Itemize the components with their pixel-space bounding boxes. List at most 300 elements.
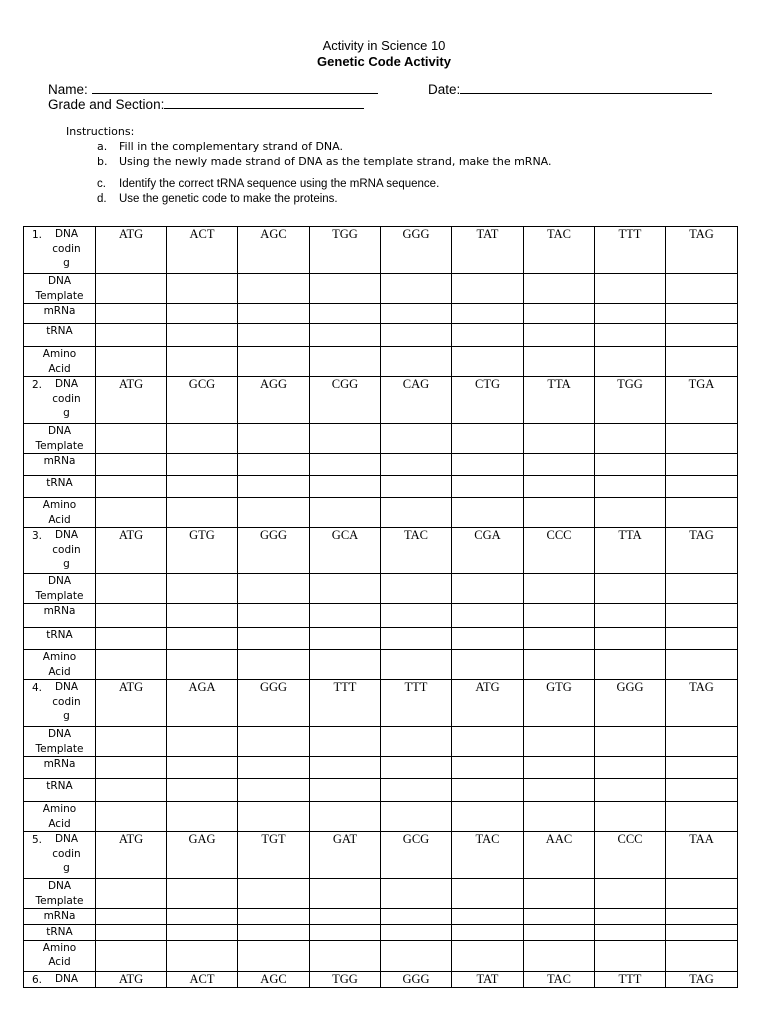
answer-cell[interactable] xyxy=(238,650,310,680)
answer-cell[interactable] xyxy=(238,274,310,304)
instruction-text: Using the newly made strand of DNA as the template strand, make the mRNA. xyxy=(119,155,552,168)
mrna-row-label-text: mRNa xyxy=(43,305,76,317)
dna-coding-row xyxy=(24,680,738,727)
answer-cell[interactable] xyxy=(452,727,524,757)
dna-template-row-label xyxy=(24,727,96,757)
instruction-item xyxy=(66,192,552,207)
answer-cell[interactable] xyxy=(310,498,381,528)
answer-cell[interactable] xyxy=(595,604,666,628)
amino-acid-row-label xyxy=(24,940,96,971)
dna-template-row xyxy=(24,574,738,604)
codon-cell: AGG xyxy=(238,377,310,424)
dna-template-row-label-text: Template xyxy=(35,289,84,302)
codon-cell: ATG xyxy=(96,680,167,727)
dna-template-row-label xyxy=(24,274,96,304)
answer-cell[interactable] xyxy=(666,454,738,476)
codon-cell: TAG xyxy=(666,971,738,987)
codon-cell: TAG xyxy=(666,528,738,574)
amino-acid-row xyxy=(24,650,738,680)
answer-cell[interactable] xyxy=(381,274,452,304)
codon-cell: TAG xyxy=(666,227,738,274)
answer-cell[interactable] xyxy=(595,727,666,757)
amino-acid-row-label-text: Acid xyxy=(48,665,71,678)
trna-row-label-text: tRNA xyxy=(46,325,73,337)
mrna-row-label xyxy=(24,909,96,925)
answer-cell[interactable] xyxy=(96,940,167,971)
mrna-row xyxy=(24,304,738,324)
amino-acid-row-label-text: Acid xyxy=(48,817,71,830)
dna-template-row-label-text: DNA xyxy=(47,575,72,587)
problem-number: 4. xyxy=(32,682,43,694)
answer-cell[interactable] xyxy=(381,347,452,377)
answer-cell[interactable] xyxy=(666,727,738,757)
answer-cell[interactable] xyxy=(595,347,666,377)
answer-cell[interactable] xyxy=(238,476,310,498)
problem-number: 1. xyxy=(32,229,43,241)
codon-cell: TTA xyxy=(524,377,595,424)
codon-cell: GGG xyxy=(238,528,310,574)
codon-cell: TGG xyxy=(595,377,666,424)
answer-cell[interactable] xyxy=(666,476,738,498)
mrna-row-label-text: mRNa xyxy=(43,910,76,922)
answer-cell[interactable] xyxy=(310,628,381,650)
answer-cell[interactable] xyxy=(524,909,595,925)
amino-acid-row-label xyxy=(24,498,96,528)
codon-cell: CTG xyxy=(452,377,524,424)
dna-coding-label-text: codin xyxy=(52,242,81,255)
name-label: Name: xyxy=(48,82,88,97)
answer-cell[interactable] xyxy=(524,454,595,476)
answer-cell[interactable] xyxy=(452,628,524,650)
answer-cell[interactable] xyxy=(524,324,595,347)
answer-cell[interactable] xyxy=(452,324,524,347)
answer-cell[interactable] xyxy=(381,757,452,779)
trna-row-label xyxy=(24,324,96,347)
answer-cell[interactable] xyxy=(381,727,452,757)
answer-cell[interactable] xyxy=(381,779,452,802)
answer-cell[interactable] xyxy=(666,909,738,925)
answer-cell[interactable] xyxy=(238,324,310,347)
answer-cell[interactable] xyxy=(167,604,238,628)
codon-cell: TTT xyxy=(595,971,666,987)
answer-cell[interactable] xyxy=(381,650,452,680)
answer-cell[interactable] xyxy=(666,925,738,941)
answer-cell[interactable] xyxy=(238,727,310,757)
answer-cell[interactable] xyxy=(238,879,310,909)
answer-cell[interactable] xyxy=(595,757,666,779)
answer-cell[interactable] xyxy=(96,650,167,680)
codon-cell: TAT xyxy=(452,971,524,987)
dna-coding-label-text: DNA xyxy=(54,681,79,693)
codon-cell: GGG xyxy=(238,680,310,727)
dna-coding-label xyxy=(24,832,96,879)
answer-cell[interactable] xyxy=(524,940,595,971)
answer-cell[interactable] xyxy=(666,802,738,832)
codon-cell: GCG xyxy=(381,832,452,879)
answer-cell[interactable] xyxy=(96,424,167,454)
answer-cell[interactable] xyxy=(595,909,666,925)
mrna-row-label xyxy=(24,604,96,628)
answer-cell[interactable] xyxy=(238,628,310,650)
answer-cell[interactable] xyxy=(524,347,595,377)
answer-cell[interactable] xyxy=(381,424,452,454)
answer-cell[interactable] xyxy=(310,757,381,779)
answer-cell[interactable] xyxy=(381,574,452,604)
answer-cell[interactable] xyxy=(524,274,595,304)
answer-cell[interactable] xyxy=(238,574,310,604)
codon-cell: GCG xyxy=(167,377,238,424)
answer-cell[interactable] xyxy=(452,574,524,604)
answer-cell[interactable] xyxy=(666,424,738,454)
dna-coding-label xyxy=(24,227,96,274)
codon-cell: CAG xyxy=(381,377,452,424)
answer-cell[interactable] xyxy=(452,757,524,779)
answer-cell[interactable] xyxy=(666,628,738,650)
codon-cell: ATG xyxy=(96,528,167,574)
answer-cell[interactable] xyxy=(96,925,167,941)
dna-coding-row xyxy=(24,528,738,574)
mrna-row-label xyxy=(24,304,96,324)
answer-cell[interactable] xyxy=(238,757,310,779)
answer-cell[interactable] xyxy=(524,650,595,680)
answer-cell[interactable] xyxy=(96,779,167,802)
answer-cell[interactable] xyxy=(96,802,167,832)
answer-cell[interactable] xyxy=(96,347,167,377)
trna-row xyxy=(24,779,738,802)
answer-cell[interactable] xyxy=(452,454,524,476)
codon-cell: GTG xyxy=(167,528,238,574)
answer-cell[interactable] xyxy=(310,802,381,832)
answer-cell[interactable] xyxy=(666,940,738,971)
answer-cell[interactable] xyxy=(310,779,381,802)
answer-cell[interactable] xyxy=(167,324,238,347)
answer-cell[interactable] xyxy=(238,925,310,941)
answer-cell[interactable] xyxy=(96,498,167,528)
answer-cell[interactable] xyxy=(96,604,167,628)
answer-cell[interactable] xyxy=(595,628,666,650)
answer-cell[interactable] xyxy=(381,476,452,498)
dna-template-row-label-text: DNA xyxy=(47,425,72,437)
answer-cell[interactable] xyxy=(524,498,595,528)
trna-row xyxy=(24,476,738,498)
answer-cell[interactable] xyxy=(595,574,666,604)
grade-section-blank-line[interactable] xyxy=(164,95,364,109)
answer-cell[interactable] xyxy=(524,879,595,909)
amino-acid-row-label-text: Acid xyxy=(48,956,71,968)
dna-template-row-label-text: DNA xyxy=(47,275,72,287)
codon-cell: GTG xyxy=(524,680,595,727)
date-blank-line[interactable] xyxy=(460,80,712,94)
answer-cell[interactable] xyxy=(595,274,666,304)
answer-cell[interactable] xyxy=(524,925,595,941)
answer-cell[interactable] xyxy=(452,424,524,454)
mrna-row-label xyxy=(24,454,96,476)
instruction-text: Identify the correct tRNA sequence using the mRNA sequence. xyxy=(119,178,440,190)
answer-cell[interactable] xyxy=(381,802,452,832)
answer-cell[interactable] xyxy=(524,779,595,802)
worksheet-title: Activity in Science 10 xyxy=(322,38,446,53)
answer-cell[interactable] xyxy=(96,879,167,909)
answer-cell[interactable] xyxy=(452,940,524,971)
answer-cell[interactable] xyxy=(595,879,666,909)
amino-acid-row-label-text: Acid xyxy=(48,513,71,526)
problem-number: 5. xyxy=(32,834,43,846)
dna-coding-label-text: codin xyxy=(52,847,81,860)
answer-cell[interactable] xyxy=(381,628,452,650)
answer-cell[interactable] xyxy=(310,424,381,454)
codon-cell: TTT xyxy=(381,680,452,727)
codon-cell: TAT xyxy=(452,227,524,274)
answer-cell[interactable] xyxy=(381,604,452,628)
mrna-row-label-text: mRNa xyxy=(43,455,76,467)
answer-cell[interactable] xyxy=(595,424,666,454)
answer-cell[interactable] xyxy=(310,909,381,925)
dna-coding-row xyxy=(24,227,738,274)
codon-cell: GGG xyxy=(381,227,452,274)
answer-cell[interactable] xyxy=(381,925,452,941)
dna-coding-label xyxy=(24,377,96,424)
amino-acid-row-label-text: Acid xyxy=(48,362,71,375)
answer-cell[interactable] xyxy=(238,779,310,802)
answer-cell[interactable] xyxy=(310,925,381,941)
worksheet-subtitle: Genetic Code Activity xyxy=(317,54,451,69)
answer-cell[interactable] xyxy=(595,650,666,680)
answer-cell[interactable] xyxy=(310,940,381,971)
answer-cell[interactable] xyxy=(310,274,381,304)
answer-cell[interactable] xyxy=(167,925,238,941)
answer-cell[interactable] xyxy=(666,498,738,528)
answer-cell[interactable] xyxy=(524,727,595,757)
answer-cell[interactable] xyxy=(167,574,238,604)
mrna-row-label xyxy=(24,757,96,779)
answer-cell[interactable] xyxy=(595,476,666,498)
codon-cell: CGA xyxy=(452,528,524,574)
answer-cell[interactable] xyxy=(524,476,595,498)
answer-cell[interactable] xyxy=(167,476,238,498)
answer-cell[interactable] xyxy=(524,802,595,832)
amino-acid-row xyxy=(24,498,738,528)
answer-cell[interactable] xyxy=(452,879,524,909)
answer-cell[interactable] xyxy=(381,324,452,347)
answer-cell[interactable] xyxy=(666,324,738,347)
answer-cell[interactable] xyxy=(666,304,738,324)
answer-cell[interactable] xyxy=(666,879,738,909)
amino-acid-row-label-text: Amino xyxy=(42,499,77,511)
answer-cell[interactable] xyxy=(666,574,738,604)
codon-cell: AGC xyxy=(238,227,310,274)
dna-coding-label-text: codin xyxy=(52,543,81,556)
answer-cell[interactable] xyxy=(452,604,524,628)
answer-cell[interactable] xyxy=(96,274,167,304)
dna-coding-label xyxy=(24,680,96,727)
date-field[interactable] xyxy=(428,80,712,97)
problem-number: 6. xyxy=(32,973,43,986)
answer-cell[interactable] xyxy=(595,802,666,832)
dna-coding-row xyxy=(24,832,738,879)
answer-cell[interactable] xyxy=(167,940,238,971)
instruction-item xyxy=(66,154,552,169)
trna-row-label xyxy=(24,476,96,498)
codon-cell: TAC xyxy=(524,971,595,987)
name-blank-line[interactable] xyxy=(92,80,378,94)
dna-coding-label xyxy=(24,971,96,987)
answer-cell[interactable] xyxy=(524,628,595,650)
codon-cell: TGG xyxy=(310,971,381,987)
answer-cell[interactable] xyxy=(310,574,381,604)
answer-cell[interactable] xyxy=(381,909,452,925)
answer-cell[interactable] xyxy=(524,424,595,454)
answer-cell[interactable] xyxy=(381,940,452,971)
dna-coding-label-text: g xyxy=(63,407,70,419)
answer-cell[interactable] xyxy=(310,347,381,377)
dna-template-row xyxy=(24,424,738,454)
answer-cell[interactable] xyxy=(452,498,524,528)
answer-cell[interactable] xyxy=(452,476,524,498)
dna-coding-label-text: g xyxy=(63,558,70,570)
instructions-heading: Instructions: xyxy=(66,125,135,138)
answer-cell[interactable] xyxy=(381,304,452,324)
dna-coding-label-text: g xyxy=(63,710,70,722)
answer-cell[interactable] xyxy=(452,274,524,304)
answer-cell[interactable] xyxy=(452,779,524,802)
answer-cell[interactable] xyxy=(666,274,738,304)
answer-cell[interactable] xyxy=(310,650,381,680)
answer-cell[interactable] xyxy=(167,274,238,304)
answer-cell[interactable] xyxy=(310,476,381,498)
answer-cell[interactable] xyxy=(310,727,381,757)
genetic-code-table xyxy=(23,226,738,988)
codon-cell: TAA xyxy=(666,832,738,879)
answer-cell[interactable] xyxy=(595,779,666,802)
codon-cell: CCC xyxy=(595,832,666,879)
codon-cell: GAG xyxy=(167,832,238,879)
answer-cell[interactable] xyxy=(310,604,381,628)
answer-cell[interactable] xyxy=(524,574,595,604)
answer-cell[interactable] xyxy=(167,650,238,680)
answer-cell[interactable] xyxy=(96,757,167,779)
answer-cell[interactable] xyxy=(524,604,595,628)
answer-cell[interactable] xyxy=(167,757,238,779)
codon-cell: TGT xyxy=(238,832,310,879)
answer-cell[interactable] xyxy=(595,324,666,347)
answer-cell[interactable] xyxy=(96,727,167,757)
trna-row-label xyxy=(24,779,96,802)
answer-cell[interactable] xyxy=(96,909,167,925)
answer-cell[interactable] xyxy=(452,650,524,680)
answer-cell[interactable] xyxy=(524,757,595,779)
answer-cell[interactable] xyxy=(452,802,524,832)
answer-cell[interactable] xyxy=(167,304,238,324)
answer-cell[interactable] xyxy=(238,909,310,925)
grade-section-field[interactable] xyxy=(48,95,364,112)
answer-cell[interactable] xyxy=(310,304,381,324)
codon-cell: TTT xyxy=(310,680,381,727)
codon-cell: TGG xyxy=(310,227,381,274)
answer-cell[interactable] xyxy=(167,779,238,802)
dna-template-row-label xyxy=(24,424,96,454)
answer-cell[interactable] xyxy=(666,757,738,779)
dna-template-row xyxy=(24,274,738,304)
answer-cell[interactable] xyxy=(96,454,167,476)
dna-template-row-label-text: Template xyxy=(35,439,84,452)
answer-cell[interactable] xyxy=(238,347,310,377)
answer-cell[interactable] xyxy=(96,476,167,498)
answer-cell[interactable] xyxy=(666,650,738,680)
dna-coding-row xyxy=(24,971,738,987)
answer-cell[interactable] xyxy=(595,498,666,528)
answer-cell[interactable] xyxy=(96,574,167,604)
answer-cell[interactable] xyxy=(167,454,238,476)
answer-cell[interactable] xyxy=(167,909,238,925)
answer-cell[interactable] xyxy=(666,604,738,628)
answer-cell[interactable] xyxy=(167,879,238,909)
answer-cell[interactable] xyxy=(310,879,381,909)
answer-cell[interactable] xyxy=(238,424,310,454)
answer-cell[interactable] xyxy=(452,925,524,941)
answer-cell[interactable] xyxy=(238,604,310,628)
codon-cell: GGG xyxy=(381,971,452,987)
answer-cell[interactable] xyxy=(666,779,738,802)
dna-coding-label-text: codin xyxy=(52,695,81,708)
answer-cell[interactable] xyxy=(167,802,238,832)
dna-coding-label-text: DNA xyxy=(54,972,79,985)
answer-cell[interactable] xyxy=(96,324,167,347)
answer-cell[interactable] xyxy=(238,304,310,324)
answer-cell[interactable] xyxy=(310,454,381,476)
codon-cell: TTA xyxy=(595,528,666,574)
answer-cell[interactable] xyxy=(238,802,310,832)
answer-cell[interactable] xyxy=(96,628,167,650)
answer-cell[interactable] xyxy=(666,347,738,377)
answer-cell[interactable] xyxy=(381,879,452,909)
dna-coding-label-text: g xyxy=(63,257,70,269)
answer-cell[interactable] xyxy=(452,304,524,324)
answer-cell[interactable] xyxy=(524,304,595,324)
amino-acid-row-label-text: Amino xyxy=(42,941,77,954)
codon-cell: ACT xyxy=(167,227,238,274)
codon-cell: TTT xyxy=(595,227,666,274)
answer-cell[interactable] xyxy=(381,454,452,476)
answer-cell[interactable] xyxy=(238,498,310,528)
answer-cell[interactable] xyxy=(595,454,666,476)
answer-cell[interactable] xyxy=(167,628,238,650)
answer-cell[interactable] xyxy=(452,909,524,925)
answer-cell[interactable] xyxy=(595,940,666,971)
answer-cell[interactable] xyxy=(595,925,666,941)
answer-cell[interactable] xyxy=(238,940,310,971)
codon-cell: ATG xyxy=(96,377,167,424)
answer-cell[interactable] xyxy=(167,498,238,528)
instruction-item xyxy=(66,177,552,192)
answer-cell[interactable] xyxy=(238,454,310,476)
amino-acid-row xyxy=(24,940,738,971)
codon-cell: AGC xyxy=(238,971,310,987)
answer-cell[interactable] xyxy=(310,324,381,347)
mrna-row xyxy=(24,909,738,925)
grade-section-label: Grade and Section: xyxy=(48,97,165,112)
answer-cell[interactable] xyxy=(595,304,666,324)
answer-cell[interactable] xyxy=(167,424,238,454)
dna-template-row-label-text: DNA xyxy=(47,728,72,740)
codon-cell: ATG xyxy=(452,680,524,727)
answer-cell[interactable] xyxy=(381,498,452,528)
answer-cell[interactable] xyxy=(167,347,238,377)
answer-cell[interactable] xyxy=(452,347,524,377)
amino-acid-row-label-text: Amino xyxy=(42,348,77,360)
dna-coding-label-text: DNA xyxy=(54,833,79,845)
answer-cell[interactable] xyxy=(167,727,238,757)
answer-cell[interactable] xyxy=(96,304,167,324)
